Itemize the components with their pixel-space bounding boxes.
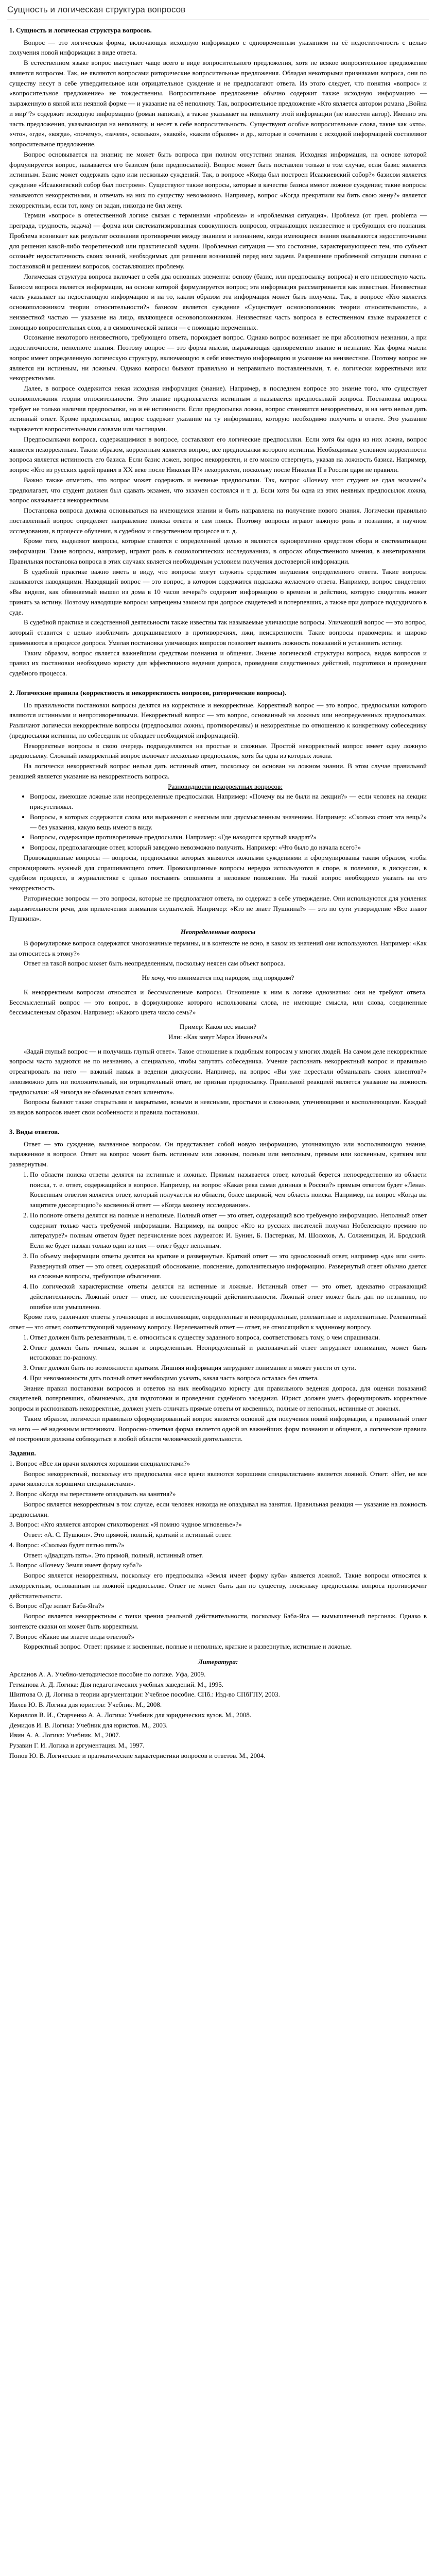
paragraph: В формулировке вопроса содержатся многозначные термины, и в контексте не ясно, в каком из значений они используются. Например: «Как вы относитесь к этому?» — [9, 939, 427, 957]
literature-item: Попов Ю. В. Логические и прагматические характеристики вопросов и ответов. М., 2004. — [9, 1751, 266, 1759]
section-1-heading: 1. Сущность и логическая структура вопросов. — [9, 26, 152, 34]
paragraph: Таким образом, вопрос является важнейшим средством познания и общения. Знание логической структуры вопроса, видов вопросов и правил их постановки необходимо юристу для эффективного ведения допроса, проведения следственных действий, подготовки и проведения судебного процесса. — [9, 649, 427, 677]
task-line: Ответ: «Двадцать пять». Это прямой, полный, истинный ответ. — [24, 1551, 203, 1559]
paragraph: Постановка вопроса должна основываться на имеющемся знании и быть направлена на получение нового знания. Логически правильно поставленный вопрос определяет направление поиска ответа и сам поиск. Поэтому вопросы играют важную роль в познании, в научном исследовании, в процессе обучения, в судебном и следственном процессе и т. д. — [9, 506, 427, 535]
list-item: 4. По логической характеристике ответы делятся на истинные и ложные. Истинный ответ — это ответ, адекватно отражающий действительность. Ложный ответ — ответ, не соответствующий действительности. Ложный ответ может быть дан по незнанию, по ошибке или умышленно. — [30, 1281, 427, 1312]
paragraph: На логически некорректный вопрос нельзя дать истинный ответ, поскольку он основан на ложном знании. В этом случае правильной реакцией является указание на некорректность вопроса. — [9, 762, 427, 780]
example-line: Или: «Как зовут Марса Иваныча?» — [168, 1032, 268, 1041]
task-line: 3. Вопрос: «Кто является автором стихотворения «Я помню чудное мгновенье»?» — [9, 1520, 242, 1529]
task-line: Вопрос некорректный, поскольку его предпосылка «все врачи являются хорошими специалистами» является ложной. Ответ: «Нет, не все врачи являются хорошими специалистами». — [9, 1469, 427, 1488]
list-item: 4. При невозможности дать полный ответ необходимо указать, какая часть вопроса осталась без ответа. — [30, 1373, 427, 1383]
paragraph: В судебной практике и следственной деятельности также известны так называемые уличающие вопросы. Уличающий вопрос — это вопрос, который ставится с целью изобличить допрашиваемого в противоречиях, лжи, неискренности. Такие вопросы правомерны и широко применяются в процессе допроса. Умелая постановка уличающих вопросов позволяет выявить ложность показаний и установить истину. — [9, 618, 427, 647]
task-line: 2. Вопрос «Когда вы перестанете опаздывать на занятия?» — [9, 1490, 176, 1498]
list-item: • Вопросы, в которых содержатся слова или выражения с неясным или двусмысленным значением. Например: «Сколько стоит эта вещь?» — без указания, какую вещь имеют в виду. — [30, 812, 427, 833]
literature-item: Рузавин Г. И. Логика и аргументация. М., 1997. — [9, 1741, 145, 1750]
paragraph: Логическая структура вопроса включает в себя два основных элемента: основу (базис, или предпосылку вопроса) и его неизвестную часть. Базисом вопроса является информация, на основе которой формулируется вопрос; эта информация рассматривается как известная. Неизвестная часть указывает на недостающую информацию и на то, каким образом эта информация может быть получена. Так, в вопросе «Кто является основоположником теории относительности?» базисом является суждение «Существует основоположник теории относительности», а неизвестной частью — указание на лицо, являющееся основоположником. Неизвестная часть вопроса в естественном языке выражается с помощью вопросительных слов, а в символической записи — с помощью переменных. — [9, 272, 427, 331]
literature-item: Ивин А. А. Логика: Учебник. М., 2007. — [9, 1731, 120, 1739]
paragraph: В судебной практике важно иметь в виду, что вопросы могут служить средством внушения определенного ответа. Такие вопросы называются наводящими. Наводящий вопрос — это вопрос, в котором содержится подсказка желаемого ответа. Например, вопрос свидетелю: «Вы видели, как обвиняемый вышел из дома в 10 часов вечера?» содержит информацию о времени и действии, которую свидетель может принять за истину. Поэтому наводящие вопросы запрещены законом при допросе свидетелей и потерпевших, а также при допросе подсудимого в суде. — [9, 567, 427, 616]
task-line: Вопрос является некорректным, поскольку его предпосылка «Земля имеет форму куба» является ложной. Такие вопросы относятся к некорректным, основанным на ложной предпосылке. Ответ не может быть дан по существу, поскольку предпосылка вопроса противоречит действительности. — [9, 1571, 427, 1600]
paragraph: Знание правил постановки вопросов и ответов на них необходимо юристу для правильного ведения допроса, для оценки показаний свидетелей, потерпевших, обвиняемых, для подготовки и проведения судебного заседания. Юрист должен уметь формулировать корректные вопросы и распознавать некорректные, должен уметь отличать прямые ответы от косвенных, полные от неполных, истинные от ложных. — [9, 1384, 427, 1413]
list-item: 1. Ответ должен быть релевантным, т. е. относиться к существу заданного вопроса, соответствовать тому, о чем спрашивали. — [30, 1332, 427, 1343]
task-line: Вопрос является некорректным с точки зрения реальной действительности, поскольку Баба-Яга — вымышленный персонаж. Однако в контексте сказки он может быть корректным. — [9, 1612, 427, 1630]
paragraph: К некорректным вопросам относятся и бессмысленные вопросы. Отношение к ним в логике однозначно: они не требуют ответа. Бессмысленный вопрос — это вопрос, в формулировке которого использованы слова, не имеющие смысла, или слова, соединенные бессмысленным образом. Например: «Какого цвета число семь?» — [9, 988, 427, 1016]
task-line: 5. Вопрос «Почему Земля имеет форму куба?» — [9, 1561, 143, 1569]
subheading-text: Разновидности некорректных вопросов: — [168, 782, 283, 790]
task-line: Ответ: «А. С. Пушкин». Это прямой, полный, краткий и истинный ответ. — [24, 1531, 232, 1539]
paragraph: Термин «вопрос» в отечественной логике связан с терминами «проблема» и «проблемная ситуация». Проблема (от греч. problema — преграда, трудность, задача) — форма или систематизированная совокупность вопросов, отражающих неизвестное и требующих его познания. Проблема возникает как результат осознания противоречия между знанием и незнанием, когда имеющиеся знания оказываются недостаточными для решения какой-либо теоретической или практической задачи. Проблемная ситуация — это состояние, характеризующееся тем, что субъект осознаёт недостаточность своих знаний, необходимых для решения возникшей перед ним задачи. Разрешение проблемной ситуации связано с постановкой и решением вопросов, составляющих проблему. — [9, 211, 427, 270]
paragraph: По правильности постановки вопросы делятся на корректные и некорректные. Корректный вопрос — это вопрос, предпосылки которого являются истинными и непротиворечивыми. Некорректный вопрос — это вопрос, основанный на ложных или неопределенных предпосылках. Различают логически некорректные вопросы (предпосылки ложны, противоречивы) и некорректные по отношению к конкретному собеседнику (предпосылки истинны, но собеседник не обладает необходимой информацией). — [9, 701, 427, 739]
list-item: 1. По области поиска ответы делятся на истинные и ложные. Прямым называется ответ, который берется непосредственно из области поиска, т. е. ответ, содержащийся в вопросе. Например, на вопрос «Какая река самая длинная в России?» прямым ответом будет «Лена». Косвенным ответом является ответ, который получается из области, более широкой, чем область поиска. Например, на вопрос «Когда вы защитите диссертацию?» косвенный ответ — «Когда закончу исследование». — [30, 1170, 427, 1210]
paragraph: Ответ — это суждение, вызванное вопросом. Он представляет собой новую информацию, уточняющую или восполняющую знание, выраженное в вопросе. Ответ на вопрос может быть истинным или ложным, полным или неполным, прямым или косвенным, кратким или развернутым. — [9, 1140, 427, 1168]
paragraph: Вопросы бывают также открытыми и закрытыми, ясными и неясными, простыми и сложными, уточняющими и восполняющими. Каждый из видов вопросов имеет свои особенности и правила постановки. — [9, 1098, 427, 1116]
literature-item: Шиптова О. Д. Логика в теории аргументации: Учебное пособие. СПб.: Изд-во СПбГПУ, 2003. — [9, 1690, 280, 1699]
literature-list — [9, 1669, 427, 1761]
example-line: Пример: Каков вес мысли? — [179, 1023, 257, 1031]
list-item: 3. Ответ должен быть по возможности кратким. Лишняя информация затрудняет понимание и может увести от сути. — [30, 1363, 427, 1373]
section-2-heading: 2. Логические правила (корректность и некорректность вопросов, риторические вопросы). — [9, 688, 287, 697]
paragraph: Предпосылками вопроса, содержащимися в вопросе, составляют его логические предпосылки. Если хотя бы одна из них ложна, вопрос является некорректным. Таким образом, корректным является вопрос, все предпосылки которого истинны. Необходимым условием корректности вопроса является истинность его базиса. Если базис ложен, вопрос некорректен, и его можно отвергнуть, указав на ложность базиса. Например, вопрос «Кто из русских царей правил в XX веке после Николая II?» некорректен, поскольку после Николая II в России цари не правили. — [9, 435, 427, 474]
task-line: Вопрос является некорректным в том случае, если человек никогда не опаздывал на занятия. Правильная реакция — указание на ложность предпосылки. — [9, 1500, 427, 1518]
bullet-list — [9, 791, 427, 853]
centered-line: Не хочу, что понимается под народом, под порядком? — [142, 974, 294, 982]
list-item: 3. По объему информации ответы делятся на краткие и развернутые. Краткий ответ — это односложный ответ, например «да» или «нет». Развернутый ответ — это ответ, содержащий обоснование, пояснение, дополнительную информацию. Развернутый ответ обычно дается на сложные вопросы, требующие объяснения. — [30, 1251, 427, 1281]
paragraph: Важно также отметить, что вопрос может содержать и неявные предпосылки. Так, вопрос «Почему этот студент не сдал экзамен?» предполагает, что студент должен был сдавать экзамен, что экзамен состоялся и т. д. Если хотя бы одна из этих неявных предпосылок ложна, вопрос оказывается некорректным. — [9, 476, 427, 504]
paragraph: Риторические вопросы — это вопросы, которые не предполагают ответа, но содержат в себе утверждение. Они используются для усиления выразительности речи, для привлечения внимания слушателей. Например: «Кто не знает Пушкина?» — это по сути утверждение «Все знают Пушкина». — [9, 894, 427, 923]
paragraph: «Задай глупый вопрос — и получишь глупый ответ». Такое отношение к подобным вопросам у многих людей. На самом деле некорректные вопросы часто задаются не по незнанию, а специально, чтобы запутать собеседника. Умение распознать некорректный вопрос и правильно отреагировать на него — важный навык в ведении дискуссии. Например, на вопрос «Вы уже перестали обманывать своих клиентов?» невозможно дать ни положительный, ни отрицательный ответ, не признав предпосылку. Правильной реакцией является указание на ложность предпосылки: «Я никогда не обманывал своих клиентов». — [9, 1047, 427, 1096]
list-item: 2. По полноте ответы делятся на полные и неполные. Полный ответ — это ответ, содержащий всю требуемую информацию. Неполный ответ содержит только часть требуемой информации. Например, на вопрос «Кто из русских писателей получил Нобелевскую премию по литературе?» полным ответом будет перечисление всех лауреатов: И. Бунин, Б. Пастернак, М. Шолохов, А. Солженицын, И. Бродский. Если же будет назван только один из них — ответ будет неполным. — [30, 1210, 427, 1251]
paragraph: Кроме того, различают ответы уточняющие и восполняющие, определенные и неопределенные, релевантные и нерелевантные. Релевантный ответ — это ответ, соответствующий заданному вопросу. Нерелевантный ответ — ответ, не относящийся к заданному вопросу. — [9, 1313, 427, 1331]
subheading-indefinite: Неопределенные вопросы — [180, 928, 256, 936]
tasks-heading: Задания. — [9, 1449, 36, 1458]
task-line: 1. Вопрос «Все ли врачи являются хорошими специалистами?» — [9, 1459, 190, 1467]
task-line: 6. Вопрос «Где живет Баба-Яга?» — [9, 1602, 104, 1610]
page-title: Сущность и логическая структура вопросов — [7, 0, 429, 20]
paragraph: Ответ на такой вопрос может быть неопределенным, поскольку неясен сам объект вопроса. — [24, 959, 285, 968]
literature-item: Гетманова А. Д. Логика: Для педагогических учебных заведений. М., 1995. — [9, 1680, 224, 1688]
paragraph: Вопрос — это логическая форма, включающая исходную информацию с одновременным указанием на её недостаточность с целью получения новой информации в виде ответа. — [9, 38, 427, 57]
paragraph: Далее, в вопросе содержится некая исходная информация (знание). Например, в последнем вопросе это знание того, что существует основоположник теории относительности. Это знание предполагается истинным и называется предпосылкой вопроса. Постановка вопроса требует не только наличия предпосылки, но и её истинности. Если предпосылка ложна, вопрос становится некорректным, и на него нельзя дать истинный ответ. Кроме предпосылки, вопрос содержит указание на ту информацию, которую необходимо получить в ответе. Это указание выражается вопросительными словами или частицами. — [9, 384, 427, 433]
literature-item: Кириллов В. И., Старченко А. А. Логика: Учебник для юридических вузов. М., 2008. — [9, 1710, 252, 1719]
task-line: 7. Вопрос «Какие вы знаете виды ответов?» — [9, 1632, 134, 1640]
paragraph: В естественном языке вопрос выступает чаще всего в виде вопросительного предложения, хотя не всякое вопросительное предложение является вопросом. Так, не являются вопросами риторические вопросительные предложения. Обладая некоторыми признаками вопроса, они по существу несут в себе утвердительное или отрицательное суждение и не предполагают ответа. Из этого следует, что понятия «вопрос» и «вопросительное предложение» не тождественны. Вопросительное предложение обычно содержит также исходную информацию — выраженную в явной или неявной форме — и указание на её неполноту. Так, вопросительное предложение «Кто является автором романа „Война и мир“?» содержит исходную информацию (роман написан), а также указывает на неполноту этой информации (не известен автор). Именно эта часть предложения, указывающая на неполноту, и несет в себе вопросительность. Существуют особые вопросительные слова, такие как «кто», «что», «где», «когда», «почему», «зачем», «сколько», «какой», «каким образом» и др., которые в сочетании с исходной информацией составляют вопросительное предложение. — [9, 59, 427, 148]
rules-list — [9, 1332, 427, 1383]
list-item: 2. Ответ должен быть точным, ясным и определенным. Неопределенный и расплывчатый ответ затрудняет понимание, может быть истолкован по-разному. — [30, 1343, 427, 1363]
list-item: • Вопросы, имеющие ложные или неопределенные предпосылки. Например: «Почему вы не были на лекции?» — если человек на лекции присутствовал. — [30, 791, 427, 812]
subheading — [9, 782, 427, 792]
paragraph: Таким образом, логически правильно сформулированный вопрос является основой для получения новой информации, а правильный ответ на него — её надежным источником. Вопросно-ответная форма является одной из важнейших форм познания и общения, а логические правила её построения должны соблюдаться в любой области человеческой деятельности. — [9, 1414, 427, 1443]
numbered-list — [9, 1170, 427, 1312]
literature-item: Ивлев Ю. В. Логика для юристов: Учебник. М., 2008. — [9, 1701, 162, 1709]
list-item: • Вопросы, содержащие противоречивые предпосылки. Например: «Где находится круглый квадрат?» — [30, 832, 427, 842]
literature-item: Демидов И. В. Логика: Учебник для юристов. М., 2003. — [9, 1721, 168, 1729]
task-line: Корректный вопрос. Ответ: прямые и косвенные, полные и неполные, краткие и развернутые, истинные и ложные. — [24, 1642, 352, 1651]
paragraph: Некорректные вопросы в свою очередь подразделяются на простые и сложные. Простой некорректный вопрос имеет одну ложную предпосылку. Сложный некорректный вопрос включает несколько предпосылок, хотя бы одна из которых ложна. — [9, 741, 427, 760]
list-item: • Вопросы, предполагающие ответ, который заведомо невозможно получить. Например: «Что было до начала всего?» — [30, 842, 427, 853]
paragraph: Осознание некоторого неизвестного, требующего ответа, порождает вопрос. Однако вопрос возникает не при абсолютном незнании, а при недостаточности, неполноте знания. Поэтому вопрос — это форма мысли, выражающая одновременно знание и незнание. Как форма мысли вопрос имеет определенную логическую структуру, включающую в себя известную информацию и указание на неизвестное. Поэтому вопрос не является ни истинным, ни ложным. Однако вопросы бывают правильно и неправильно поставленными, т. е. логически корректными или некорректными. — [9, 333, 427, 382]
section-3-heading: 3. Виды ответов. — [9, 1127, 60, 1136]
literature-item: Арсланов А. А. Учебно-методическое пособие по логике. Уфа, 2009. — [9, 1670, 206, 1678]
paragraph: Провокационные вопросы — вопросы, предпосылки которых являются ложными суждениями и сформулированы таким образом, чтобы спровоцировать нужный для спрашивающего ответ. Провокационные вопросы нередко используются в споре, в полемике, в дискуссии, в судебном процессе, в журналистике с целью поставить оппонента в неловкое положение. На такой вопрос необходимо указать на его некорректность. — [9, 853, 427, 892]
document-body — [7, 25, 429, 1761]
task-line: 4. Вопрос: «Сколько будет пятью пять?» — [9, 1540, 125, 1549]
paragraph: Кроме того, выделяют вопросы, которые ставятся с определенной целью и являются одновременно средством сбора и систематизации информации. Такие вопросы, например, играют роль в социологических исследованиях, в опросах общественного мнения, в анкетировании. Правильная постановка вопроса в этих случаях является необходимым условием получения достоверной информации. — [9, 537, 427, 565]
literature-heading: Литература: — [198, 1658, 238, 1666]
paragraph: Вопрос основывается на знании; не может быть вопроса при полном отсутствии знания. Исходная информация, на основе которой формулируется вопрос, называется его базисом (или предпосылкой). Вопрос может быть поставлен только в том случае, если базис является истинным. Базис может содержать одно или несколько суждений. Так, в вопросе «Когда был построен Исаакиевский собор?» базисом является суждение «Исаакиевский собор был построен». Существуют также вопросы, которые в качестве базиса имеют ложное суждение; такие вопросы называются некорректными, и отвечать на них по существу невозможно. Например, вопрос «Когда прекратили вы бить свою жену?» является некорректным, если тот, кому он задан, никогда не бил жену. — [9, 150, 427, 209]
